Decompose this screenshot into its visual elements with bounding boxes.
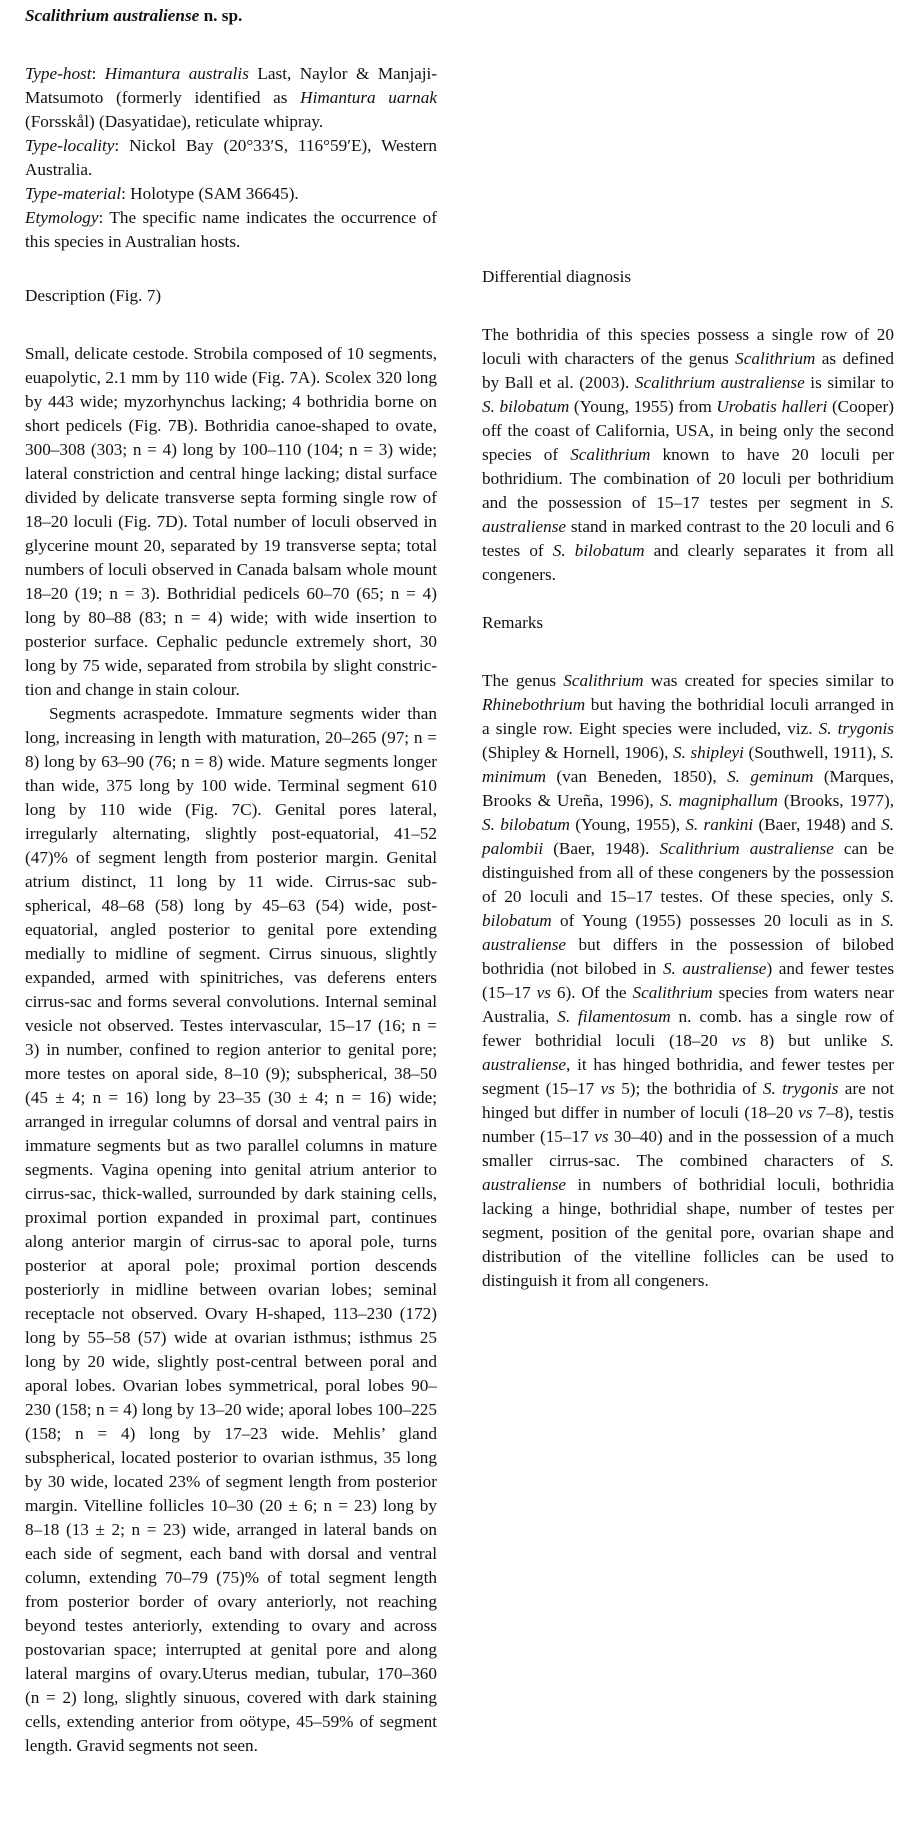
italic-term: Etymology bbox=[25, 208, 99, 227]
description-paragraph-1: Small, delicate cestode. Strobila composed of 10 segments, euapolytic, 2.1 mm by 110 wide (Fig. 7A). Scolex 320 long by 443 wide; myzorhynchus lacking; 4 bothridia borne on short pedicels (Fig. 7B). Bothridia canoe-shaped to ovate, 300–308 (303; n = 4) long by 100–110 (104; n = 3) wide; lateral constriction and central hinge lacking; distal surface divided by delicate transverse septa forming single row of 18–20 loculi (Fig. 7D). Total number of loculi observed in glycerine mount 20, separated by 19 transverse septa; total numbers of loculi observed in Canada balsam whole mount 18–20 (19; n = 3). Bothridial pedicels 60–70 (65; n = 4) long by 80–88 (83; n = 4) wide; with wide insertion to posterior surface. Cephalic peduncle extremely short, 30 long by 75 wide, separated from strobila by slight constriction and change in stain colour. bbox=[25, 344, 437, 699]
italic-term: S. magniphallum bbox=[659, 791, 778, 810]
italic-term: S. australiense bbox=[482, 1031, 894, 1074]
italic-term: S. trygonis bbox=[818, 719, 894, 738]
description-paragraph-2: Segments acraspedote. Immature segments wider than long, increasing in length with maturation, 20–265 (97; n = 8) long by 63–90 (76; n = 8) wide. Mature segments longer than wide, 375 long by 100 wide. Terminal segment 610 long by 110 wide (Fig. 7C). Genital pores lateral, irregularly alternating, slightly post-equatorial, 41–52 (47)% of segment length from posterior margin. Genital atrium distinct, 11 long by 11 wide. Cirrus-sac sub-spherical, 48–68 (58) long by 45–63 (54) wide, post-equatorial, angled posterior to genital pore extending medially to midline of segment. Cirrus sinuous, slightly expanded, armed with spinitriches, vas deferens enters cirrus-sac and forms several convolutions. Internal seminal vesicle not observed. Testes intervascular, 15–17 (16; n = 3) in number, confined to region anterior to genital pore; more testes on aporal side, 8–10 (9); subspherical, 38–50 (45 ± 4; n = 16) long by 23–35 (30 ± 4; n = 16) wide; arranged in irregular columns of dorsal and ventral pairs in immature segments but as two parallel columns in mature segments. Vagina opening into genital atrium anterior to cirrus-sac, thick-walled, surrounded by dark staining cells, proximal portion expanded in proximal part, continues along anterior margin of cirrus-sac to aporal pole, turns posterior at aporal pole; proximal portion descends posteriorly in midline between ovarian lobes; seminal receptacle not observed. Ovary H-shaped, 113–230 (172) long by 55–58 (57) wide at ovarian isthmus; isthmus 25 long by 20 wide, slightly post-central between poral and aporal lobes. Ovarian lobes symmetrical, poral lobes 90–230 (158; n = 4) long by 13–20 wide; aporal lobes 100–225 (158; n = 4) long by 17–23 wide. Mehlis’ gland subspherical, located posterior to ovarian isthmus, 35 long by 30 wide, located 23% of segment length from posterior margin. Vitelline follicles 10–30 (20 ± 6; n = 23) long by 8–18 (13 ± 2; n = 23) wide, arranged in lateral bands on each side of segment, each band with dorsal and ventral column, extending 70–79 (75)% of total segment length from posterior border of ovary anteriorly, not reaching beyond testes anteriorly, extending to ovary and across postovarian space; interrupted at genital pore and along lateral margins of ovary.Uterus median, tubular, 170–360 (n = 2) long, slightly sinuous, covered with dark staining cells, extending anterior from oötype, 45–59% of segment length. Gravid segments not seen. bbox=[25, 704, 437, 1755]
italic-term: vs bbox=[798, 1103, 813, 1122]
differential-diagnosis-heading: Differential diagnosis bbox=[482, 267, 632, 286]
italic-term: Type-locality bbox=[25, 136, 115, 155]
italic-term: Type-material bbox=[25, 184, 122, 203]
italic-term: Rhinebothrium bbox=[482, 695, 586, 714]
italic-term: vs bbox=[594, 1127, 609, 1146]
italic-term: S. bilobatum bbox=[552, 541, 645, 560]
italic-term: S. bilobatum bbox=[482, 815, 570, 834]
italic-term: S. palombii bbox=[482, 815, 894, 858]
italic-term: S. trygonis bbox=[762, 1079, 839, 1098]
italic-term: Himantura australis bbox=[104, 64, 249, 83]
type-material: Type-material: Holotype (SAM 36645). bbox=[25, 184, 299, 203]
italic-term: S. australiense bbox=[482, 1151, 894, 1194]
type-metadata bbox=[25, 62, 437, 254]
italic-term: S. minimum bbox=[482, 743, 895, 786]
italic-term: Scalithrium bbox=[570, 445, 651, 464]
italic-term: Scalithrium australiense bbox=[659, 839, 834, 858]
italic-term: S. filamentosum bbox=[557, 1007, 671, 1026]
italic-term: vs bbox=[600, 1079, 615, 1098]
italic-term: Himantura uarnak bbox=[300, 88, 437, 107]
italic-term: Urobatis halleri bbox=[716, 397, 828, 416]
italic-term: Scalithrium australiense bbox=[25, 6, 200, 25]
etymology: Etymology: The specific name indicates the occurrence of this species in Australian hosts. bbox=[25, 208, 437, 251]
remarks-heading: Remarks bbox=[482, 613, 544, 632]
type-host: Type-host: Himantura australis Last, Naylor & Manjaji-Matsumoto (formerly identified as Himantura uarnak (Forsskål) (Dasyatidae), reticulate whipray. bbox=[25, 64, 437, 131]
remarks-paragraph: The genus Scalithrium was created for species similar to Rhinebothrium but having the bothridial loculi arranged in a single row. Eight species were included, viz. S. trygonis (Shipley & Hornell, 1906), S. shipleyi (Southwell, 1911), S. minimum (van Beneden, 1850), S. geminum (Marques, Brooks & Ureña, 1996), S. magniphallum (Brooks, 1977), S. bilobatum (Young, 1955), S. rankini (Baer, 1948) and S. palombii (Baer, 1948). Scalithrium australiense can be distinguished from all of these congeners by the possession of 20 loculi and 15–17 testes. Of these species, only S. bilobatum of Young (1955) possesses 20 loculi as in S. australiense but differs in the possession of bilobed bothridia (not bilobed in S. australiense) and fewer testes (15–17 vs 6). Of the Scalithrium species from waters near Australia, S. filamentosum n. comb. has a single row of fewer bothridial loculi (18–20 vs 8) but unlike S. australiense, it has hinged bothridia, and fewer testes per segment (15–17 vs 5); the bothridia of S. trygonis are not hinged but differ in number of loculi (18–20 vs 7–8), testis number (15–17 vs 30–40) and in the possession of a much smaller cirrus-sac. The combined characters of S. australiense in numbers of bothridial loculi, bothridia lacking a hinge, bothridial shape, number of testes per segment, position of the genital pore, ovarian shape and distribution of the vitelline follicles can be used to distinguish it from all congeners. bbox=[482, 671, 895, 1290]
italic-term: Type-host bbox=[25, 64, 92, 83]
description-heading: Description (Fig. 7) bbox=[25, 286, 162, 305]
differential-diagnosis-paragraph: The bothridia of this species possess a single row of 20 loculi with characters of the genus Scalithrium as defined by Ball et al. (2003). Scalithrium australiense is similar to S. bilobatum (Young, 1955) from Urobatis halleri (Cooper) off the coast of California, USA, in being only the second species of Scalithrium known to have 20 loculi per bothridium. The combination of 20 loculi per bothridium and the possession of 15–17 testes per segment in S. australiense stand in marked contrast to the 20 loculi and 6 testes of S. bilobatum and clearly separates it from all congeners. bbox=[482, 325, 895, 584]
italic-term: S. australiense bbox=[662, 959, 767, 978]
italic-term: S. bilobatum bbox=[482, 887, 894, 930]
italic-term: Scalithrium australiense bbox=[634, 373, 805, 392]
left-column bbox=[25, 4, 437, 1758]
italic-term: vs bbox=[731, 1031, 746, 1050]
italic-term: S. shipleyi bbox=[673, 743, 744, 762]
italic-term: Scalithrium bbox=[632, 983, 713, 1002]
italic-term: S. australiense bbox=[482, 911, 894, 954]
italic-term: Scalithrium bbox=[735, 349, 816, 368]
type-locality: Type-locality: Nickol Bay (20°33′S, 116°59′E), Western Australia. bbox=[25, 136, 437, 179]
italic-term: S. australiense bbox=[482, 493, 894, 536]
italic-term: vs bbox=[536, 983, 551, 1002]
species-title: Scalithrium australiense n. sp. bbox=[25, 6, 243, 25]
italic-term: S. bilobatum bbox=[482, 397, 570, 416]
italic-term: S. rankini bbox=[685, 815, 754, 834]
right-column bbox=[482, 265, 894, 1293]
italic-term: S. geminum bbox=[727, 767, 814, 786]
italic-term: Scalithrium bbox=[563, 671, 644, 690]
